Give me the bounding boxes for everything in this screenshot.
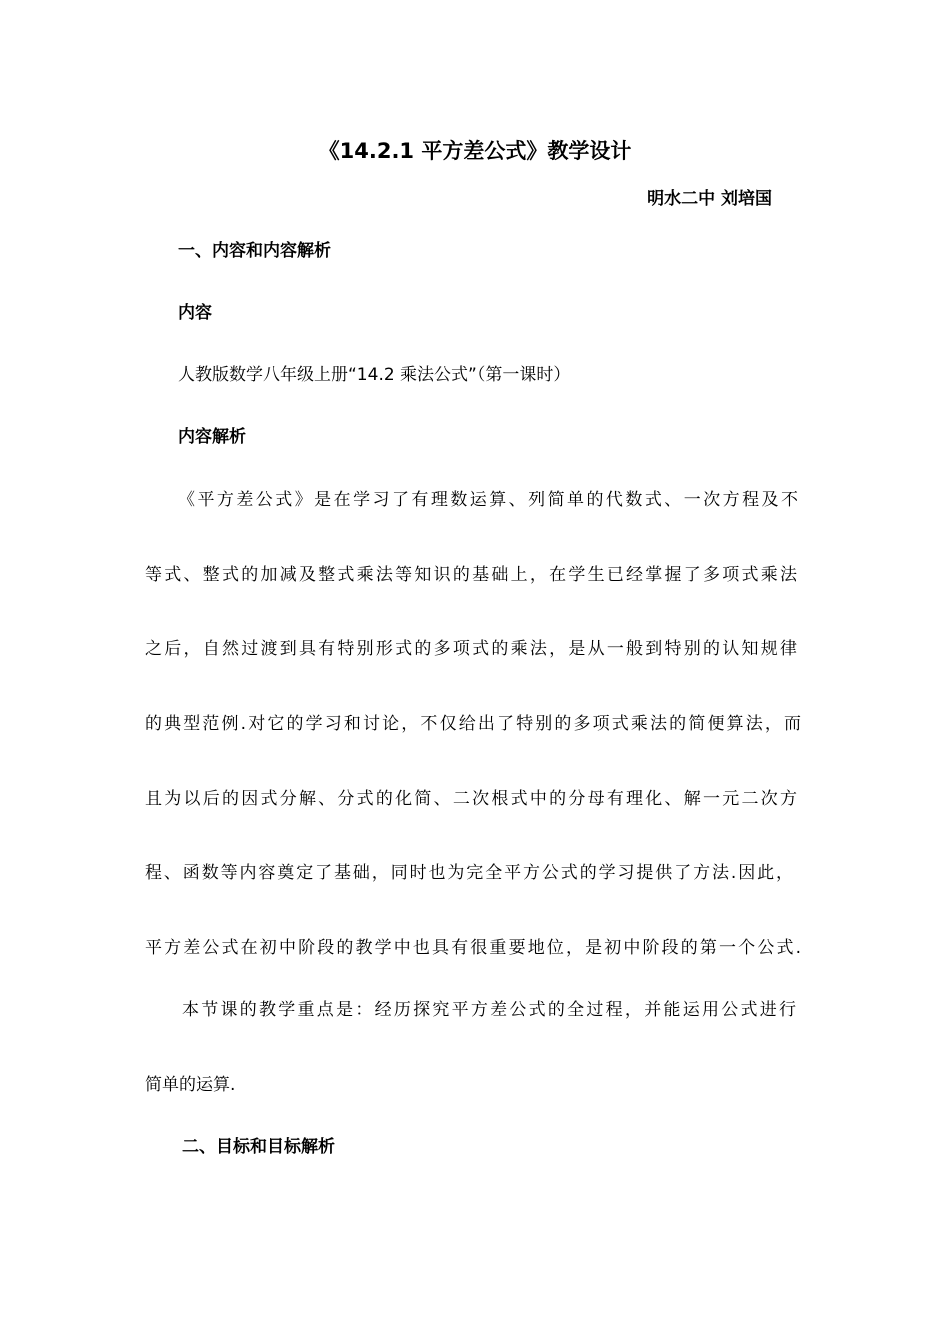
analysis-line-6: 程、函数等内容奠定了基础，同时也为完全平方公式的学习提供了方法.因此，	[145, 863, 793, 883]
analysis-line-3: 之后，自然过渡到具有特别形式的多项式的乘法，是从一般到特别的认知规律	[145, 639, 797, 659]
section-heading-goals: 二、目标和目标解析	[182, 1137, 335, 1157]
document-title: 《14.2.1 平方差公式》教学设计	[318, 139, 632, 163]
analysis-line-5: 且为以后的因式分解、分式的化简、二次根式中的分母有理化、解一元二次方	[145, 789, 797, 809]
document-author: 明水二中 刘培国	[647, 189, 772, 209]
focus-line-1: 本节课的教学重点是：经历探究平方差公式的全过程，并能运用公式进行	[182, 1000, 796, 1020]
focus-line-2: 简单的运算.	[145, 1075, 236, 1095]
subheading-content-analysis: 内容解析	[178, 427, 246, 447]
analysis-line-2: 等式、整式的加减及整式乘法等知识的基础上，在学生已经掌握了多项式乘法	[145, 565, 797, 585]
subheading-content: 内容	[178, 303, 212, 323]
analysis-line-4: 的典型范例.对它的学习和讨论，不仅给出了特别的多项式乘法的简便算法，而	[145, 714, 801, 734]
analysis-line-7: 平方差公式在初中阶段的教学中也具有很重要地位，是初中阶段的第一个公式.	[145, 938, 801, 958]
content-text: 人教版数学八年级上册“14.2 乘法公式”（第一课时）	[178, 365, 571, 385]
section-heading-content-analysis: 一、内容和内容解析	[178, 241, 331, 261]
analysis-line-1: 《平方差公式》是在学习了有理数运算、列简单的代数式、一次方程及不	[178, 490, 798, 510]
